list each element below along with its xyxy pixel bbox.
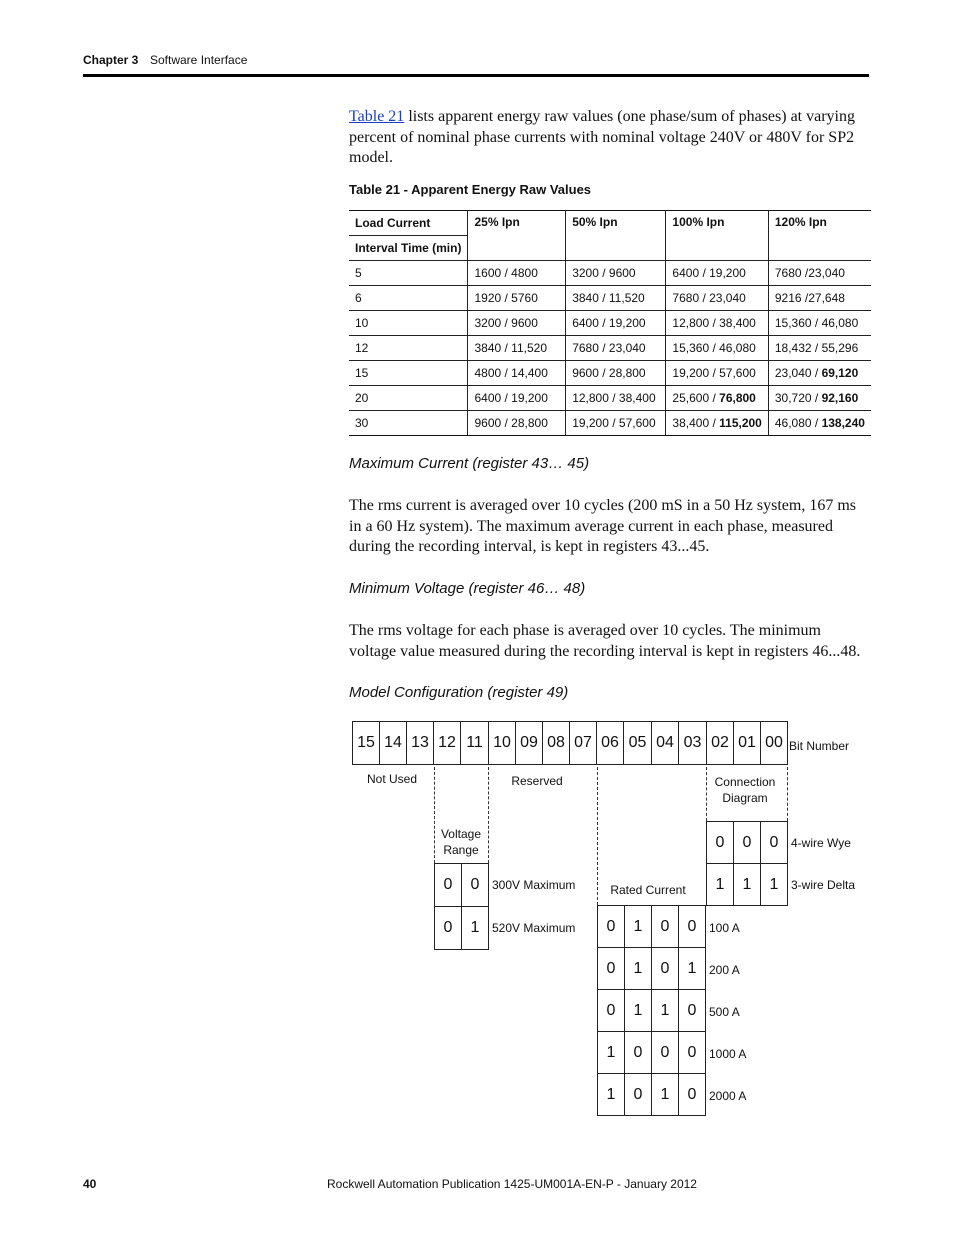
current-left-guide (597, 767, 598, 905)
bit-cell: 02 (706, 721, 734, 765)
table-row (349, 286, 871, 311)
connection-bit: 1 (760, 863, 788, 906)
current-bit: 0 (624, 1073, 652, 1116)
interval-cell: 12 (349, 336, 468, 361)
bold-value: 69,120 (821, 366, 859, 380)
value-cell: 23,040 / 69,120 (768, 361, 871, 386)
current-option-label: 500 A (709, 1005, 740, 1019)
value-cell: 4800 / 14,400 (468, 361, 566, 386)
bold-value: 92,160 (821, 391, 859, 405)
value-cell: 7680 / 23,040 (666, 286, 768, 311)
value-cell: 15,360 / 46,080 (666, 336, 768, 361)
current-bit: 1 (651, 1073, 679, 1116)
voltage-option-label: 300V Maximum (492, 878, 576, 892)
not-used-label: Not Used (366, 772, 418, 786)
current-bit: 1 (624, 947, 652, 990)
connection-bit: 0 (706, 821, 734, 864)
intro-text: lists apparent energy raw values (one phase/sum of phases) at varying percent of nominal phase currents with nominal voltage 240V or 480V for SP2 model. (349, 108, 855, 166)
value-cell: 18,432 / 55,296 (768, 336, 871, 361)
voltage-right-guide (488, 767, 489, 863)
page-number: 40 (83, 1177, 97, 1191)
column-header: 50% Ipn (566, 211, 666, 261)
value-cell: 19,200 / 57,600 (566, 411, 666, 436)
value-cell: 1920 / 5760 (468, 286, 566, 311)
value-cell: 38,400 / 115,200 (666, 411, 768, 436)
connection-option-label: 3-wire Delta (791, 878, 856, 892)
bit-cell: 04 (651, 721, 679, 765)
max-current-heading: Maximum Current (register 43… 45) (349, 455, 590, 472)
bit-cell: 05 (623, 721, 652, 765)
connection-bit: 0 (733, 821, 761, 864)
voltage-range-label: Voltage Range (440, 827, 482, 857)
table-21-link[interactable]: Table 21 (349, 108, 405, 125)
bit-cell: 08 (542, 721, 570, 765)
value-cell: 19,200 / 57,600 (666, 361, 768, 386)
voltage-bit: 0 (434, 863, 462, 907)
connection-option-label: 4-wire Wye (791, 836, 851, 850)
bold-value: 76,800 (719, 391, 756, 405)
current-bit: 0 (651, 905, 679, 948)
value-cell: 12,800 / 38,400 (666, 311, 768, 336)
current-bit: 0 (597, 905, 625, 948)
bit-cell: 09 (515, 721, 543, 765)
voltage-bit: 0 (461, 863, 489, 907)
current-option-label: 200 A (709, 963, 740, 977)
header-interval-time: Interval Time (min) (349, 236, 468, 261)
value-cell: 9216 /27,648 (768, 286, 871, 311)
current-bit: 0 (597, 947, 625, 990)
voltage-bit: 0 (434, 906, 462, 950)
table-header-row (349, 211, 871, 236)
value-cell: 9600 / 28,800 (566, 361, 666, 386)
current-bit: 0 (678, 1031, 706, 1074)
current-bit: 1 (678, 947, 706, 990)
current-bit: 1 (624, 905, 652, 948)
value-cell: 6400 / 19,200 (566, 311, 666, 336)
current-bit: 1 (624, 989, 652, 1032)
chapter-label: Chapter 3 (83, 53, 139, 67)
connection-bit: 1 (706, 863, 734, 906)
current-bit: 0 (651, 1031, 679, 1074)
bit-cell: 00 (760, 721, 788, 765)
table-row (349, 311, 871, 336)
current-bit: 1 (597, 1073, 625, 1116)
bit-cell: 13 (406, 721, 434, 765)
current-bit: 1 (651, 989, 679, 1032)
value-cell: 6400 / 19,200 (468, 386, 566, 411)
value-cell: 7680 / 23,040 (566, 336, 666, 361)
value-cell: 9600 / 28,800 (468, 411, 566, 436)
intro-paragraph (349, 107, 869, 169)
table-row (349, 336, 871, 361)
column-header: 120% Ipn (768, 211, 871, 261)
bit-cell: 14 (379, 721, 407, 765)
value-cell: 3840 / 11,520 (566, 286, 666, 311)
table-row (349, 411, 871, 436)
bit-cell: 10 (488, 721, 516, 765)
voltage-bit: 1 (461, 906, 489, 950)
connection-left-guide (706, 767, 707, 821)
table-row (349, 386, 871, 411)
bit-cell: 15 (352, 721, 380, 765)
value-cell: 6400 / 19,200 (666, 261, 768, 286)
bit-cell: 11 (460, 721, 489, 765)
voltage-option-label: 520V Maximum (492, 921, 576, 935)
interval-cell: 10 (349, 311, 468, 336)
column-header: 25% Ipn (468, 211, 566, 261)
table-caption: Table 21 - Apparent Energy Raw Values (349, 182, 592, 197)
min-voltage-heading: Minimum Voltage (register 46… 48) (349, 580, 586, 597)
interval-cell: 15 (349, 361, 468, 386)
connection-right-guide (787, 767, 788, 821)
header-load-current: Load Current (349, 211, 468, 236)
table-row (349, 361, 871, 386)
interval-cell: 6 (349, 286, 468, 311)
voltage-left-guide (434, 767, 435, 863)
max-current-paragraph: The rms current is averaged over 10 cycles (200 mS in a 50 Hz system, 167 ms in a 60 Hz system). The maximum average current in each phase, measured during the recording interval, is kept in registers 43...45. (349, 497, 856, 555)
bold-value: 138,240 (821, 416, 865, 430)
current-bit: 1 (597, 1031, 625, 1074)
bit-cell: 07 (569, 721, 597, 765)
table-row (349, 261, 871, 286)
publication-footer: Rockwell Automation Publication 1425-UM001A-EN-P - January 2012 (327, 1177, 697, 1191)
reserved-label: Reserved (511, 774, 563, 788)
header-rule (83, 74, 869, 77)
current-bit: 0 (678, 989, 706, 1032)
connection-bit: 1 (733, 863, 761, 906)
value-cell: 7680 /23,040 (768, 261, 871, 286)
energy-table (349, 210, 871, 436)
current-bit: 0 (678, 905, 706, 948)
connection-bit: 0 (760, 821, 788, 864)
connection-diagram-label: Connection Diagram (714, 775, 776, 805)
value-cell: 46,080 / 138,240 (768, 411, 871, 436)
value-cell: 15,360 / 46,080 (768, 311, 871, 336)
current-bit: 0 (678, 1073, 706, 1116)
value-cell: 30,720 / 92,160 (768, 386, 871, 411)
bit-number-label: Bit Number (789, 739, 850, 753)
current-option-label: 100 A (709, 921, 740, 935)
value-cell: 12,800 / 38,400 (566, 386, 666, 411)
interval-cell: 5 (349, 261, 468, 286)
section-title: Software Interface (150, 53, 248, 67)
column-header: 100% Ipn (666, 211, 768, 261)
current-option-label: 1000 A (709, 1047, 747, 1061)
current-bit: 0 (597, 989, 625, 1032)
bit-cell: 12 (433, 721, 461, 765)
table-body (349, 261, 871, 436)
interval-cell: 20 (349, 386, 468, 411)
value-cell: 3200 / 9600 (566, 261, 666, 286)
value-cell: 1600 / 4800 (468, 261, 566, 286)
value-cell: 3200 / 9600 (468, 311, 566, 336)
bit-cell: 06 (596, 721, 624, 765)
min-voltage-paragraph: The rms voltage for each phase is averaged over 10 cycles. The minimum voltage value measured during the recording interval is kept in registers 46...48. (349, 622, 861, 660)
value-cell: 25,600 / 76,800 (666, 386, 768, 411)
current-bit: 0 (651, 947, 679, 990)
bold-value: 115,200 (719, 416, 762, 430)
bit-cell: 01 (733, 721, 761, 765)
rated-current-label: Rated Current (610, 883, 686, 897)
interval-cell: 30 (349, 411, 468, 436)
bit-cell: 03 (678, 721, 707, 765)
current-bit: 0 (624, 1031, 652, 1074)
value-cell: 3840 / 11,520 (468, 336, 566, 361)
current-option-label: 2000 A (709, 1089, 747, 1103)
model-config-heading: Model Configuration (register 49) (349, 684, 569, 701)
